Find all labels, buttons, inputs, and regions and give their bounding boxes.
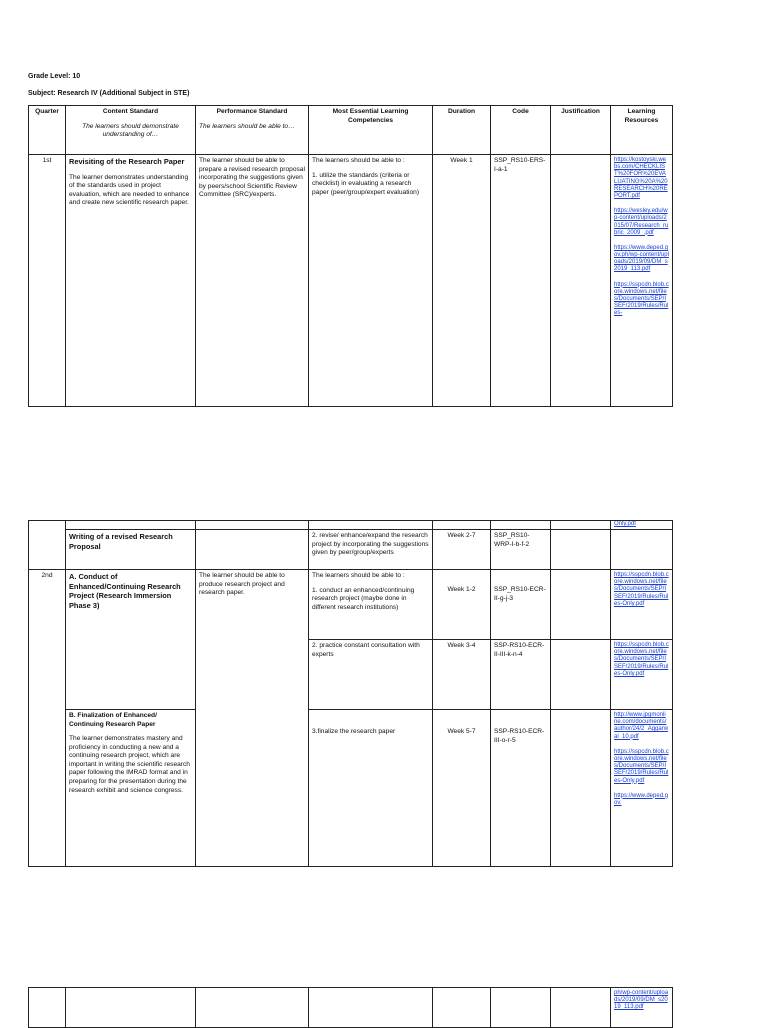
melc-cell: 2. practice constant consultation with experts: [309, 640, 433, 710]
content-body: The learner demonstrates understanding of the standards used in project evaluation, which are needed to enhance and create new scientific research paper.: [69, 173, 190, 207]
code-cell: SSP_RS10-ECR-II-g-j-3: [491, 570, 551, 640]
quarter-cell: [29, 521, 66, 530]
justification-cell: [551, 155, 611, 407]
content-cell: A. Conduct of Enhanced/Continuing Research Project (Research Immersion Phase 3): [66, 570, 196, 710]
duration-cell: Week 1-2: [433, 570, 491, 640]
resources-cell: [611, 988, 673, 1028]
resource-link[interactable]: Only.pdf: [614, 521, 636, 527]
header-content-sub: The learners should demonstrate understanding of…: [82, 122, 179, 139]
melc-cell: 3.finalize the research paper: [309, 710, 433, 867]
resources-cell: [611, 640, 673, 710]
table-row: [29, 570, 673, 640]
content-title: Revisiting of the Research Paper: [69, 157, 185, 166]
table-row: [29, 155, 673, 407]
header-content-label: Content Standard: [102, 108, 159, 115]
resource-link[interactable]: https://kostoyski.webs.com/CHECKLIST%20FOR%20EVALUATING%20A%20RESEARCH%20REPORT.pdf: [614, 157, 668, 199]
justification-cell: [551, 988, 611, 1028]
duration-cell: Week 1: [433, 155, 491, 407]
content-title: B. Finalization of Enhanced/ Continuing Research Paper: [69, 712, 157, 728]
curriculum-table-page3: [28, 987, 673, 1028]
justification-cell: [551, 570, 611, 640]
header-performance-sub: The learners should be able to…: [199, 122, 295, 130]
performance-cell: [196, 988, 309, 1028]
content-cell: [66, 521, 196, 530]
header-code: Code: [491, 106, 551, 155]
content-cell: [66, 710, 196, 867]
quarter-cell: 2nd: [29, 570, 66, 867]
melc-item: 1. conduct an enhanced/continuing research project (maybe done in different research institutions): [312, 586, 415, 611]
resource-link[interactable]: https://wesley.edu/wp-content/uploads/2015/07/Research_rubric_2009_.pdf: [614, 208, 669, 236]
resource-link[interactable]: https://sspcdn.blob.core.windows.net/files/Documents/SEP/ISEF/2019/Rules/Rules-: [614, 281, 669, 317]
resource-link[interactable]: https://sspcdn.blob.core.windows.net/files/Documents/SEP/ISEF/2019/Rules/Rules-Only.pdf: [614, 642, 669, 677]
content-cell: Writing of a revised Research Proposal: [66, 530, 196, 570]
resources-cell: [611, 521, 673, 530]
performance-cell: [196, 530, 309, 570]
quarter-cell: [29, 988, 66, 1028]
duration-cell: Week 5-7: [433, 710, 491, 867]
justification-cell: [551, 530, 611, 570]
header-content-standard: [66, 106, 196, 155]
subject-line: Subject: Research IV (Additional Subject in STE): [28, 90, 190, 97]
resource-link[interactable]: http://www.jpgmonline.com/documents/author/24/2_Aggarwal_10.pdf: [614, 712, 669, 740]
curriculum-table-page2: [28, 520, 673, 867]
code-cell: SSP-RS10-ECR-III-o-r-5: [491, 710, 551, 867]
header-performance-standard: [196, 106, 309, 155]
code-cell: [491, 521, 551, 530]
header-duration: Duration: [433, 106, 491, 155]
curriculum-table-page1: [28, 105, 673, 407]
resource-link[interactable]: https://sspcdn.blob.core.windows.net/files/Documents/SEP/ISEF/2019/Rules/Rules-Only.pdf: [614, 748, 669, 784]
header-justification: Justification: [551, 106, 611, 155]
melc-cell: [309, 155, 433, 407]
justification-cell: [551, 640, 611, 710]
melc-cell: 2. revise/ enhance/expand the research project by incorporating the suggestions given by peer/group/experts: [309, 530, 433, 570]
header-performance-label: Performance Standard: [216, 108, 288, 115]
performance-cell: The learner should be able to produce research project and research paper.: [196, 570, 309, 867]
performance-cell: [196, 521, 309, 530]
table-row: [29, 988, 673, 1028]
resources-cell: [611, 570, 673, 640]
code-cell: SSP_RS10-ERS-I-a-1: [491, 155, 551, 407]
duration-cell: Week 3-4: [433, 640, 491, 710]
code-cell: SSP-RS10-ECR-II-III-k-n-4: [491, 640, 551, 710]
resource-link[interactable]: https://www.deped.gov.: [614, 792, 669, 806]
header-resources: Learning Resources: [611, 106, 673, 155]
content-cell: [66, 988, 196, 1028]
duration-cell: Week 2-7: [433, 530, 491, 570]
resources-cell: [611, 710, 673, 867]
content-body: The learner demonstrates mastery and proficiency in conducting a new and a continuing research project, which are important in writing the scientific research paper following the IMRAD format and in preparing for the presentation during the research exhibit and science congress.: [69, 735, 190, 794]
justification-cell: [551, 710, 611, 867]
justification-cell: [551, 521, 611, 530]
header-melc: Most Essential Learning Competencies: [309, 106, 433, 155]
code-cell: [491, 988, 551, 1028]
resource-link[interactable]: https://sspcdn.blob.core.windows.net/files/Documents/SEP/ISEF/2019/Rules/Rules-Only.pdf: [614, 572, 669, 607]
melc-intro: The learners should be able to :: [312, 572, 405, 579]
resource-link[interactable]: https://www.deped.gov.ph/wp-content/uploads/2019/09/DM_s2019_113.pdf: [614, 244, 669, 273]
performance-cell: The learner should be able to prepare a revised research proposal incorporating the suggestions given by peers/school Scientific Review Committee (SRC)/experts.: [196, 155, 309, 407]
content-cell: [66, 155, 196, 407]
grade-level: Grade Level: 10: [28, 73, 81, 80]
duration-cell: [433, 521, 491, 530]
melc-intro: The learners should be able to :: [312, 157, 405, 164]
code-cell: SSP_RS10-WRP-I-b-f-2: [491, 530, 551, 570]
table-row: [29, 710, 673, 867]
melc-cell: [309, 988, 433, 1028]
table-row: [29, 530, 673, 570]
quarter-cell: 1st: [29, 155, 66, 407]
header-quarter: Quarter: [29, 106, 66, 155]
resources-cell: [611, 155, 673, 407]
resources-cell: [611, 530, 673, 570]
melc-item: 1. utilize the standards (criteria or checklist) in evaluating a research paper (peer/group/expert evaluation): [312, 171, 420, 196]
duration-cell: [433, 988, 491, 1028]
melc-cell: [309, 570, 433, 640]
quarter-cell: [29, 530, 66, 570]
resource-link[interactable]: ph/wp-content/uploads/2019/09/DM_s2019_113.pdf: [614, 990, 669, 1011]
melc-cell: [309, 521, 433, 530]
